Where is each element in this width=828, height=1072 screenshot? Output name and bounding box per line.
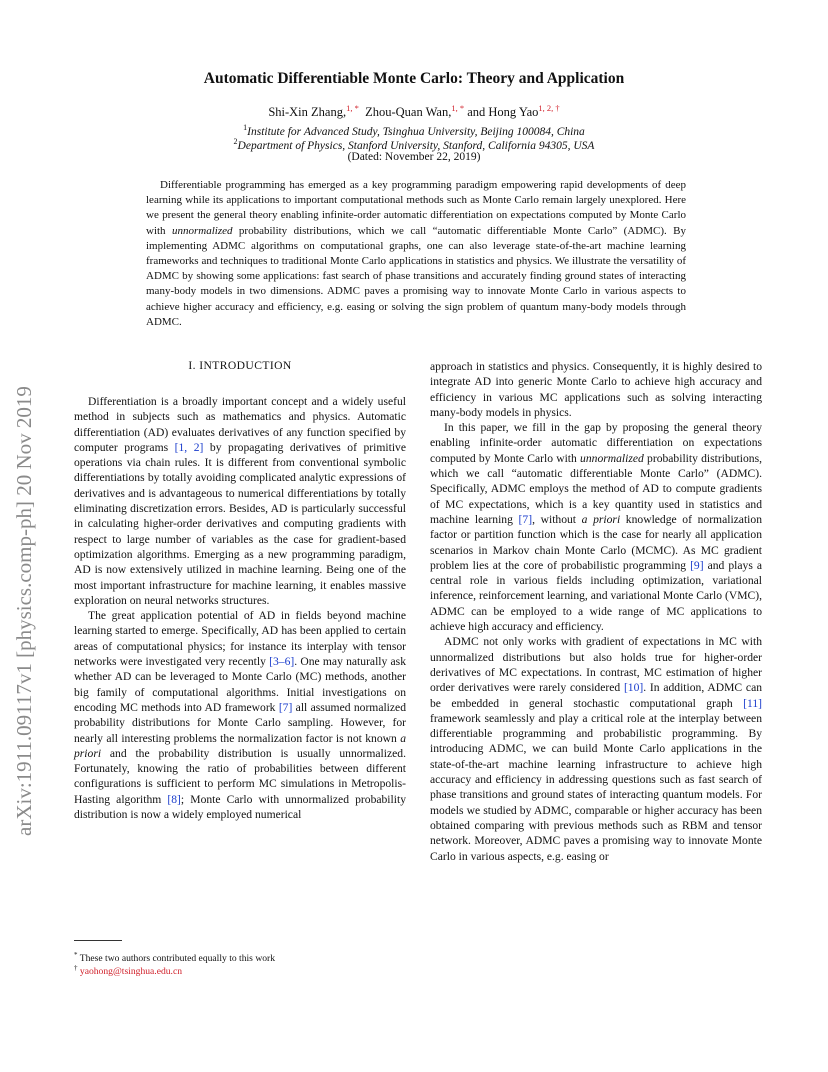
citation-link[interactable]: [10]	[623, 681, 644, 695]
text-run: The great application potential of AD in fields beyond machine learning started to emerge. Specifically, AD has been applied to certain areas of computational physics; for instance its interplay with tensor networks were investigated very recently	[74, 609, 406, 669]
footnote-mark: *	[74, 951, 78, 959]
affiliation-text: Institute for Advanced Study, Tsinghua University, Beijing 100084, China	[247, 125, 585, 138]
citation-link[interactable]: [3–6]	[269, 655, 295, 669]
paragraph	[430, 420, 762, 634]
right-column	[430, 359, 762, 864]
citation-link[interactable]: [11]	[743, 696, 762, 710]
footnote-divider	[74, 940, 122, 941]
author-name: Hong Yao	[488, 105, 539, 120]
text-run: . In addition, ADMC can be embedded in general stochastic computational graph	[430, 681, 763, 710]
author-list	[0, 103, 828, 120]
author-conjunction: and	[467, 105, 486, 120]
text-run: all assumed normalized probability distributions for Monte Carlo sampling. However, for nearly all interesting problems the normalization factor is not known	[74, 700, 406, 745]
citation-link[interactable]: [7]	[518, 512, 533, 526]
abstract-emphasis: unnormalized	[171, 224, 233, 237]
footnote	[74, 964, 182, 977]
author-affil-mark[interactable]: 1, *	[346, 103, 359, 113]
affiliation-text: Department of Physics, Stanford University, Stanford, California 94305, USA	[237, 139, 595, 152]
text-run: ADMC not only works with gradient of expectations in MC with unnormalized distributions but also holds true for higher-order derivatives of MC expectations. In contrast, MC estimation of higher order derivatives were rarely considered	[430, 635, 762, 695]
author-affil-mark[interactable]: 1, 2, †	[538, 103, 560, 113]
affiliation-number: 2	[233, 137, 238, 146]
footnote-mark: †	[74, 964, 78, 972]
text-run: approach in statistics and physics. Consequently, it is highly desired to integrate AD into generic Monte Carlo to achieve high accuracy and efficiency in various MC applications such as solving interacting many-body models in physics.	[430, 360, 762, 419]
paragraph	[74, 608, 406, 822]
text-run: ; Monte Carlo with unnormalized probability distribution is now a widely employed numerical	[74, 792, 406, 822]
text-run: Differentiation is a broadly important concept and a widely useful method in subjects such as mathematics and physics. Automatic differentiation (AD) evaluates derivatives of any function specified by computer programs	[74, 395, 406, 454]
author-affil-mark[interactable]: 1, *	[451, 103, 465, 113]
abstract	[146, 178, 686, 330]
affiliation-number: 1	[243, 123, 248, 132]
emphasis: unnormalized	[580, 451, 644, 465]
paragraph	[430, 359, 762, 420]
date-line: (Dated: November 22, 2019)	[347, 151, 481, 163]
paper-title: Automatic Differentiable Monte Carlo: Theory and Application	[203, 70, 625, 87]
footnote-text: These two authors contributed equally to this work	[79, 953, 276, 965]
text-run: and plays a central role in various fields including optimization, variational inference, reinforcement learning, and variational Monte Carlo (VMC), ADMC can be employed to a wide range of MC applications to achieve high accuracy and efficiency.	[430, 558, 762, 634]
text-run: In this paper, we fill in the gap by proposing the general theory enabling infinite-order automatic differentiation on expectations computed by Monte Carlo with	[430, 421, 762, 465]
text-run: and the probability distribution is usually unnormalized. Fortunately, knowing the ratio of probabilities between different configurations is sufficient to perform MC simulations in Metropolis-Hasting algorithm	[74, 746, 406, 806]
text-run: . One may naturally ask whether AD can be leveraged to Monte Carlo (MC) methods, another big family of computational algorithms. Initial investigations on encoding MC methods into AD framework	[74, 655, 406, 714]
arxiv-identifier: arXiv:1911.09117v1 [physics.comp-ph] 20 Nov 2019	[12, 386, 36, 836]
text-run: knowledge of normalization factor or partition function which is the case for nearly all application scenarios in Markov chain Monte Carlo (MCMC). As MC gradient problem lies at the core of probabilistic programming	[430, 512, 762, 572]
citation-link[interactable]: [8]	[167, 792, 181, 806]
text-run: , without	[532, 512, 582, 526]
text-run: framework seamlessly and play a critical role at the interplay between differentiable programming and probabilistic programming. By introducing ADMC, we can build Monte Carlo applications in the state-of-the-art machine learning infrastructure to achieve high accuracy and efficiency in addressing questions such as fast search of phase transitions and ground states of interacting quantum models. For models we studied by ADMC, comparable or higher accuracy has been obtained comparing with previous methods such as RBM and tensor network. Moreover, ADMC paves a promising way to innovate Monte Carlo in various aspects, e.g. easing or	[430, 711, 762, 863]
paragraph	[74, 394, 406, 608]
affiliation	[0, 123, 828, 138]
footnote	[74, 951, 275, 964]
citation-link[interactable]: [7]	[278, 700, 293, 714]
citation-link[interactable]: [9]	[690, 558, 704, 572]
abstract-text: probability distributions, which we call “automatic differentiable Monte Carlo” (ADMC). By implementing ADMC algorithms on computational graphs, one can also leverage state-of-the-art machine learning frameworks and techniques to traditional Monte Carlo applications in statistics and physics. We illustrate the versatility of ADMC by showing some applications: fast search of phase transitions and accurately finding ground states of interacting many-body models in two dimensions. ADMC paves a promising way to innovate Monte Carlo in various aspects to achieve higher accuracy and efficiency, e.g. easing or solving the sign problem of quantum many-body models through ADMC.	[146, 224, 686, 328]
author-name: Zhou-Quan Wan,	[365, 105, 452, 120]
email-link[interactable]: yaohong@tsinghua.edu.cn	[79, 966, 182, 978]
text-run: by propagating derivatives of primitive operations via chain rules. It is different from conventional symbolic differentiations by totally avoiding complicated analytic expressions of derivatives and is advantageous to numerical differentiations by totally eliminating discretization errors. Besides, AD is particularly successful in calculating higher-order derivatives and computing gradients with respect to large number of variables as the case for gradient-based optimization algorithms. Emerging as a new programming paradigm, AD is now extensively utilized in machine learning. Being one of the most important infrastructure for machine learning, it enables massive exploration on neural networks structures.	[74, 440, 406, 607]
citation-link[interactable]: [1, 2]	[174, 440, 204, 454]
author-name: Shi-Xin Zhang,	[268, 105, 347, 120]
emphasis: a priori	[74, 731, 406, 760]
text-run: probability distributions, which we call “automatic differentiable Monte Carlo” (ADMC). Specifically, ADMC employs the method of AD to compute gradients of MC expectations, which is a key quantity used in statistics and machine learning	[430, 451, 762, 526]
abstract-text: Differentiable programming has emerged as a key programming paradigm empowering rapid developments of deep learning while its applications to important computational methods such as Monte Carlo remain largely unexplored. Here we present the general theory enabling infinite-order automatic differentiation on expectations computed by Monte Carlo with	[146, 179, 686, 237]
left-column	[74, 394, 406, 822]
section-heading: I. INTRODUCTION	[188, 359, 292, 372]
emphasis: a priori	[581, 512, 621, 526]
affiliation	[0, 137, 828, 152]
paragraph	[430, 634, 762, 863]
